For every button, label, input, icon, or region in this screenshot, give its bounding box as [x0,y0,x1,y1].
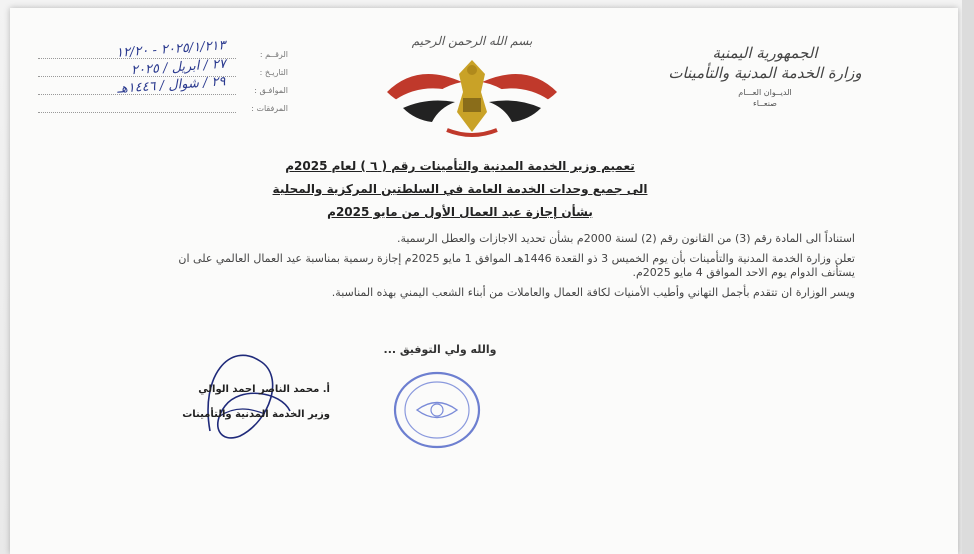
closing-line: والله ولي التوفيق ... [383,343,497,356]
ref-date-row [38,56,288,79]
circular-body [145,232,855,306]
emblem-block [372,34,572,142]
body-paragraph-2: تعلن وزارة الخدمة المدنية والتأمينات بأن يوم الخميس 3 ذو القعدة 1446هـ الموافق 1 مايو 2025م إجازة رسمية بمناسبة عيد العمال العالمي على ان يستأنف الدوام يوم الاحد الموافق 4 مايو 2025م. [178,252,855,279]
ref-hijri-row [38,74,288,97]
title-line-1: تعميم وزير الخدمة المدنية والتأمينات رقم ( ٦ ) لعام 2025م [285,159,635,173]
body-paragraph-1: استناداً الى المادة رقم (3) من القانون رقم (2) لسنة 2000م بشأن تحديد الاجازات والعطل الرسمية. [396,232,855,245]
ref-attachments-label: المرفقات : [251,104,288,113]
document-page [10,8,958,554]
ref-number-label: الرقــم : [259,50,288,59]
signatory-title: وزير الخدمة المدنية والتأمينات [182,409,330,420]
office-name: الديــوان العـــام [738,88,792,97]
ref-number-value: ٢٠٢٥/١/٢١٣ - ١٢/٢٠ [116,38,227,61]
ref-hijri-label: الموافـق : [254,86,288,95]
country-name: الجمهورية اليمنية [712,44,818,62]
scrollbar[interactable] [962,0,974,554]
basmala: بسم الله الرحمن الرحيم [411,34,533,48]
title-line-3: بشأن إجازة عيد العمال الأول من مايو 2025م [327,205,593,219]
ref-date-value: ٢٧ / ابريل / ٢٠٢٥ [130,56,227,79]
city-name: صنعــاء [753,99,777,108]
official-stamp-icon [392,370,482,450]
ministry-name: وزارة الخدمة المدنية والتأمينات [668,64,862,82]
ref-date-label: التاريـخ : [259,68,288,77]
ref-number-row [38,38,288,61]
title-line-2: الى جميع وحدات الخدمة العامة في السلطتين المركزية والمحلية [272,182,648,196]
organization-header [650,44,880,108]
signature-block [170,383,330,421]
circular-title [160,158,760,227]
ref-hijri-value: ٢٩ / شوال / ١٤٤٦هـ [117,74,227,97]
reference-block [38,38,288,114]
ref-attachments-row [38,96,288,113]
yemen-emblem-icon [377,52,567,142]
body-paragraph-3: ويسر الوزارة ان تتقدم بأجمل التهاني وأطيب الأمنيات لكافة العمال والعاملات من أبناء الشعب اليمني بهذه المناسبة. [331,286,855,299]
signatory-name: أ. محمد الناصر احمد الوالي [198,384,330,395]
